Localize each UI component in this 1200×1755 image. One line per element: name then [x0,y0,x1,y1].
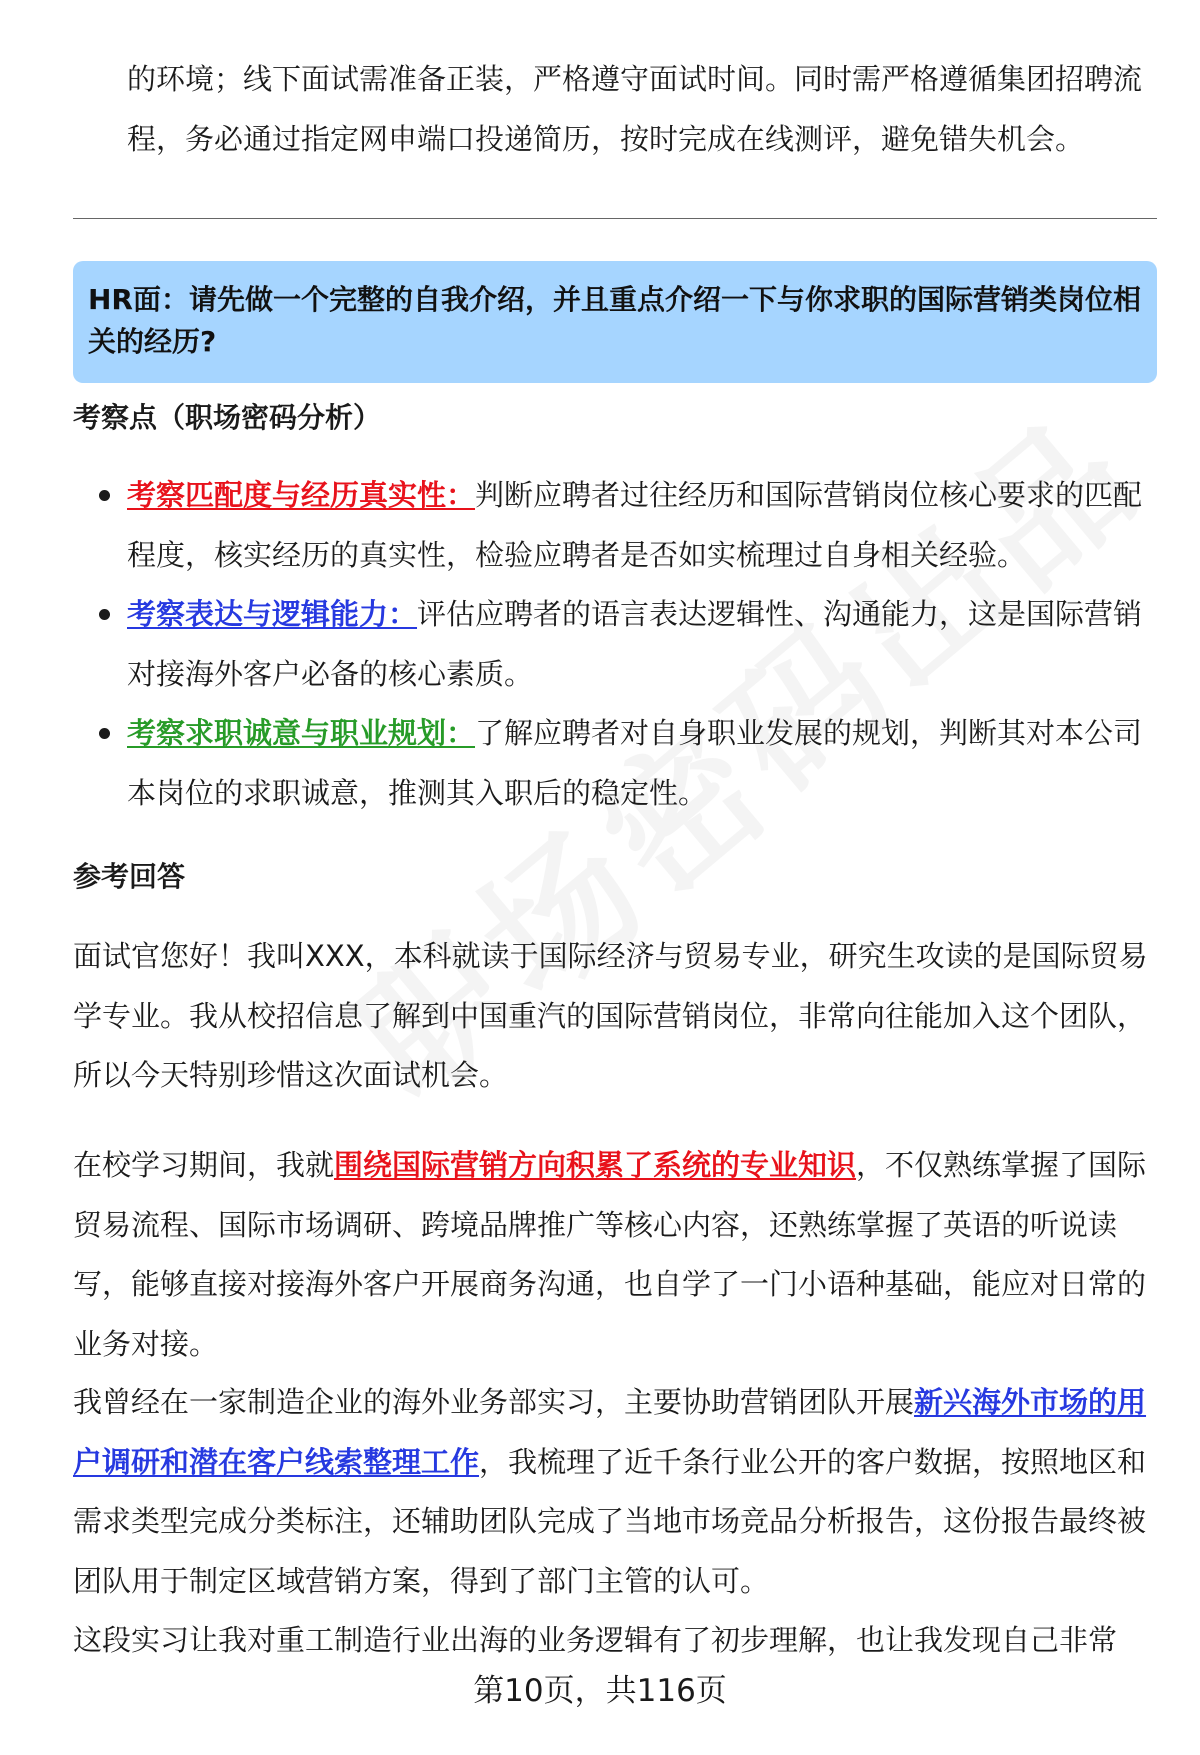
bullet-icon [99,609,110,620]
section-divider [73,218,1157,219]
answer-text: 在校学习期间，我就 [73,1148,335,1182]
answer-highlight: 新兴海外市场的用户调研和潜在客户线索整理工作 [73,1385,1147,1479]
point-text: 了解应聘者对自身职业发展的规划，判断其对本公司本岗位的求职诚意，推测其入职后的稳定性。 [127,716,1143,810]
answer-paragraph-2 [73,1136,1158,1374]
point-text: 评估应聘者的语言表达逻辑性、沟通能力，这是国际营销对接海外客户必备的核心素质。 [127,597,1143,691]
answer-text: ，我梳理了近千条行业公开的客户数据，按照地区和需求类型完成分类标注，还辅助团队完成了当地市场竞品分析报告，这份报告最终被团队用于制定区域营销方案，得到了部门主管的认可。 [73,1444,1147,1598]
point-keyword: 考察求职诚意与职业规划： [127,716,476,750]
list-item [73,466,1158,585]
answer-highlight: 围绕国际营销方向积累了系统的专业知识 [334,1148,857,1182]
question-box: HR面：请先做一个完整的自我介绍，并且重点介绍一下与你求职的国际营销类岗位相关的经历? [73,261,1157,383]
answer-text: 我曾经在一家制造企业的海外业务部实习，主要协助营销团队开展 [73,1385,915,1419]
page-number: 第10页，共116页 [473,1673,727,1709]
points-list [73,466,1158,823]
list-item [73,585,1158,704]
answer-paragraph-3 [73,1373,1158,1611]
answer-heading: 参考回答 [73,860,186,893]
answer-paragraph-1: 面试官您好！我叫XXX，本科就读于国际经济与贸易专业，研究生攻读的是国际贸易学专业。我从校招信息了解到中国重汽的国际营销岗位，非常向往能加入这个团队，所以今天特别珍惜这次面试机会。 [73,939,1148,1092]
bullet-icon [99,490,110,501]
continued-paragraph: 的环境；线下面试需准备正装，严格遵守面试时间。同时需严格遵循集团招聘流程，务必通过指定网申端口投递简历，按时完成在线测评，避免错失机会。 [127,62,1143,156]
point-text: 判断应聘者过往经历和国际营销岗位核心要求的匹配程度，核实经历的真实性，检验应聘者是否如实梳理过自身相关经验。 [127,478,1143,572]
bullet-icon [99,728,110,739]
point-keyword: 考察表达与逻辑能力： [127,597,418,631]
points-heading: 考察点（职场密码分析） [73,401,382,434]
point-keyword: 考察匹配度与经历真实性： [127,478,476,512]
answer-text: ，不仅熟练掌握了国际贸易流程、国际市场调研、跨境品牌推广等核心内容，还熟练掌握了英语的听说读写，能够直接对接海外客户开展商务沟通，也自学了一门小语种基础，能应对日常的业务对接。 [73,1148,1147,1361]
list-item [73,704,1158,823]
answer-paragraph-4: 这段实习让我对重工制造行业出海的业务逻辑有了初步理解，也让我发现自己非常 [73,1623,1118,1657]
